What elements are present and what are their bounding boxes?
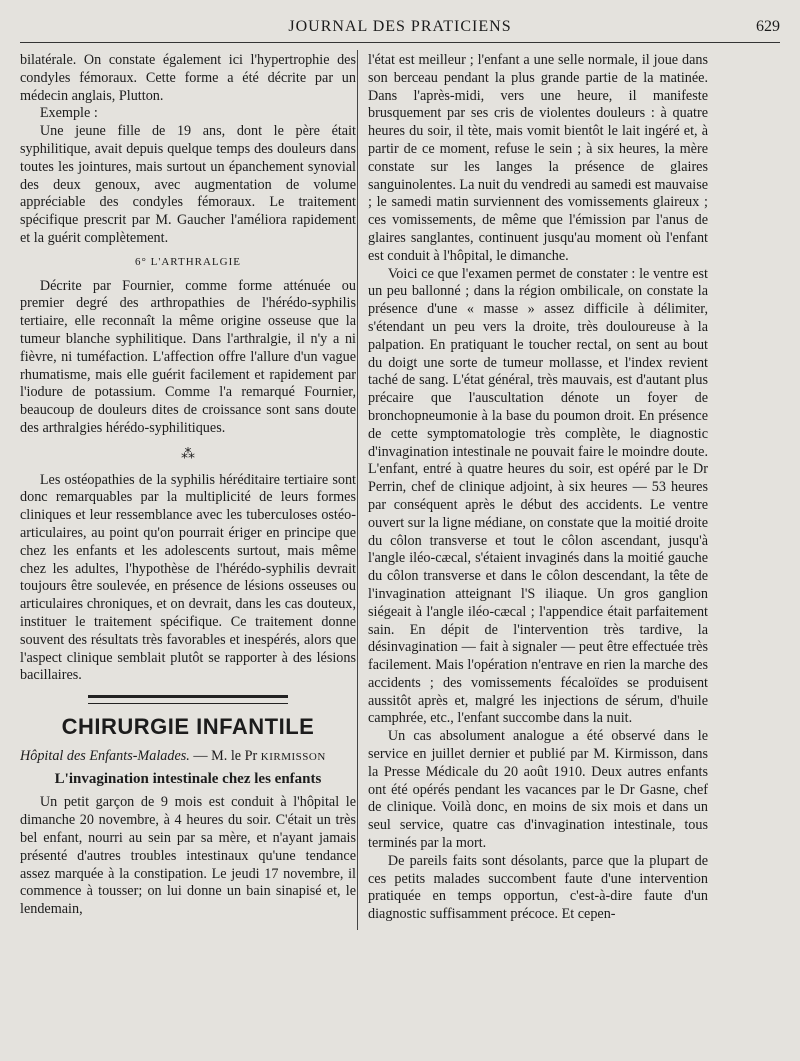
- column-divider: [357, 50, 358, 930]
- section-separator: ⁂: [181, 446, 195, 462]
- paragraph: Voici ce que l'examen permet de constater : le ventre est un peu ballonné ; dans la région ombilicale, on constate la présence d'une « masse » assez difficile à délimiter, s'étendant un peu vers la droite, très douloureuse à la palpation. En pratiquant le toucher rectal, on sent au bout du doigt une sorte de tumeur mollasse, et l'index revient taché de sang. L'état général, très mauvais, est d'autant plus précaire que l'auscultation dénote un foyer de bronchopneumonie à la base du poumon droit. En présence de cette symptomatologie très complète, le diagnostic d'invagination intestinale ne pouvait faire le moindre doute. L'enfant, entré à quatre heures du soir, est opéré par le Dr Perrin, chef de clinique adjoint, à six heures — 53 heures par conséquent après le début des accidents. Le ventre ouvert sur la ligne médiane, on constate que la moitié droite du côlon transverse et tout le côlon ascendant, jusqu'à l'angle iléo-cæcal, s'étaient invaginés dans la moitié gauche du côlon transverse et dans le côlon descendant, la tête de l'invagination atteignant l'S iliaque. Un gros ganglion siégeait à l'angle iléo-cæcal ; l'appendice était parfaitement sain. En dépit de l'intervention très tardive, la désinvagination — fait à signaler — peut être effectuée très facilement. Mais l'opération n'entrave en rien la marche des accidents ; des vomissements fécaloïdes se produisent aussitôt après et, malgré les injections de sérum, d'huile camphrée, etc., l'enfant succombe dans la nuit.: [368, 265, 708, 727]
- paragraph: Un cas absolument analogue a été observé dans le service en juillet dernier et publié par M. Kirmisson, dans la Presse Médicale du 20 août 1910. Deux autres enfants ont été opérés pendant les vacances par le Dr Gasne, chef de clinique. Voilà donc, en moins de six mois et dans un seul service, quatre cas d'invagination intestinale, tous terminés par la mort.: [368, 728, 708, 852]
- hospital-name: Hôpital des Enfants-Malades.: [20, 747, 190, 764]
- section-title: CHIRURGIE INFANTILE: [61, 714, 315, 740]
- paragraph: Décrite par Fournier, comme forme atténuée ou premier degré des arthropathies de l'hérédo-syphilis tertiaire, elle reconnaît la même origine osseuse que la tumeur blanche syphilitique. Dans l'arthralgie, il n'y a ni fièvre, ni tuméfaction. L'affection offre l'allure d'un vague rhumatisme, mais elle guérit facilement et rapidement par l'iodure de potassium. Comme l'a remarqué Fournier, beaucoup de douleurs dites de croissance sont sans doute des arthralgies hérédo-syphilitiques.: [20, 277, 356, 436]
- professor-name: KIRMISSON: [260, 750, 326, 763]
- paragraph: Les ostéopathies de la syphilis héréditaire tertiaire sont donc remarquables par la multiplicité de leurs formes cliniques et leur ressemblance avec les tuberculoses ostéo-articulaires, au point qu'on pourrait ériger en principe que chez les enfants et les adolescents surtout, mais même chez les adultes, l'hypothèse de l'hérédo-syphilis devrait toujours être soulevée, en présence de lésions osseuses ou articulaires chroniques, et on devrait, dans les cas douteux, instituer le traitement spécifique. Ce traitement donne souvent des résultats très favorables et inespérés, alors que l'aspect clinique semblait plutôt se rapporter à des lésions bacillaires.: [20, 471, 356, 684]
- left-column: [20, 52, 356, 919]
- section-rule: [88, 695, 288, 704]
- right-column: [368, 52, 708, 924]
- example-label: Exemple :: [39, 105, 98, 122]
- article-title: L'invagination intestinale chez les enfants: [54, 770, 322, 787]
- paragraph: bilatérale. On constate également ici l'hypertrophie des condyles fémoraux. Cette forme a été décrite par un médecin anglais, Plutton.: [20, 52, 356, 104]
- running-head: [20, 14, 780, 43]
- hospital-line: [20, 748, 356, 767]
- section-heading: 6° L'ARTHRALGIE: [135, 255, 241, 268]
- paragraph: l'état est meilleur ; l'enfant a une selle normale, il joue dans son berceau pendant la plus grande partie de la matinée. Dans l'après-midi, vers une heure, il manifeste brusquement par ses cris de violentes douleurs : à quatre heures du soir, il tète, mais vomit bientôt le lait ingéré et, à partir de ce moment, refuse le sein ; à six heures, la mère constate sur les langes la présence de glaires sanguinolentes. La nuit du vendredi au samedi est mauvaise ; le samedi matin surviennent des vomissements glaireux ; ces vomissements, de même que l'émission par l'anus de glaires sanglantes, continuent jusqu'au moment où l'enfant est conduit à l'hôpital, le dimanche.: [368, 52, 708, 264]
- paragraph: Une jeune fille de 19 ans, dont le père était syphilitique, avait depuis quelque temps des douleurs dans toutes les jointures, mais surtout un épanchement synovial des deux genoux, avec augmentation de volume appréciable des condyles fémoraux. Le traitement spécifique prescrit par M. Gaucher l'améliora rapidement et la guérit complètement.: [20, 123, 356, 246]
- paragraph: Un petit garçon de 9 mois est conduit à l'hôpital le dimanche 20 novembre, à 4 heures du soir. C'était un très bel enfant, nourri au sein par sa mère, et n'ayant jamais présenté d'autres troubles intestinaux qu'une tendance assez marquée à la constipation. Le jeudi 17 novembre, il commence à tousser; on lui donne un bain sinapisé et, le lendemain,: [20, 794, 356, 918]
- running-title: JOURNAL DES PRATICIENS: [288, 18, 512, 35]
- hospital-sep: — M. le Pr: [189, 747, 261, 764]
- paragraph: De pareils faits sont désolants, parce que la plupart de ces petits malades succombent faute d'une intervention pratiquée en temps opportun, c'est-à-dire faute d'un diagnostic suffisamment précoce. Et cepen-: [368, 852, 708, 923]
- page-number: 629: [756, 18, 780, 35]
